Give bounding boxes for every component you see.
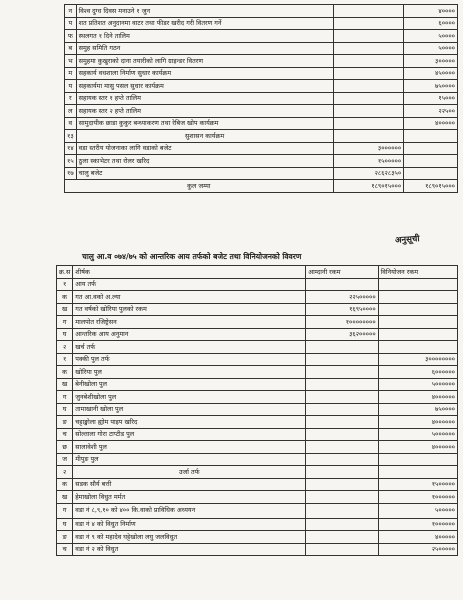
row-description: चालु बजेट [76, 167, 333, 180]
row-allocation [404, 155, 458, 168]
row-amount [306, 378, 378, 391]
row-description: जुनबेशीखाेला पुल [73, 391, 306, 404]
row-description: वडा नं २ काे विधुत [73, 543, 306, 556]
row-description: आन्तरिक आय अनुमान [73, 328, 306, 341]
table-row [65, 17, 458, 30]
row-serial: २ [57, 341, 73, 354]
table-row [65, 105, 458, 118]
row-allocation: ५०००००० [378, 378, 457, 391]
row-allocation [378, 466, 457, 479]
table-row [57, 378, 458, 391]
row-serial: घ [57, 518, 73, 531]
row-serial: च [57, 543, 73, 556]
table-row [57, 491, 458, 504]
row-allocation: १०००००० [378, 518, 457, 531]
row-serial: ग [57, 316, 73, 329]
row-description: सामुदायीक छाडा कुकुर बन्ध्याकरण तथा रेबिज खाेप कार्यक्रम [76, 117, 333, 130]
row-serial: ङ [57, 416, 73, 429]
row-serial: ख [57, 378, 73, 391]
row-amount [306, 466, 378, 479]
table-row [65, 142, 458, 155]
annex-mark: अनुसूची [394, 234, 420, 246]
row-allocation: ७५०००० [404, 80, 458, 93]
row-description: हेमाखाेला विधुत मर्मत [73, 491, 306, 504]
row-amount [306, 428, 378, 441]
table-row [65, 92, 458, 105]
table-row [65, 67, 458, 80]
row-allocation: ७५०००० [378, 403, 457, 416]
row-amount [306, 341, 378, 354]
row-description: शत प्रतिशत अनुदानमा वाटर तथा फीडर खरीद गरी वितरण गर्ने [76, 17, 333, 30]
row-serial: ब [65, 42, 77, 55]
header-income: आम्दानी रकम [306, 266, 378, 279]
table-row [65, 42, 458, 55]
row-amount [333, 92, 404, 105]
row-allocation [378, 453, 457, 466]
row-amount: ३०००००० [333, 142, 404, 155]
row-serial: छ [57, 441, 73, 454]
row-allocation: ५०००० [404, 42, 458, 55]
row-description: सालावेशी पुल [73, 441, 306, 454]
row-allocation: ४०००००० [378, 391, 457, 404]
table-row [57, 441, 458, 454]
table-row [57, 391, 458, 404]
row-serial: १७ [65, 167, 77, 180]
row-serial: ल [65, 105, 77, 118]
row-amount [333, 67, 404, 80]
row-amount [306, 353, 378, 366]
row-allocation: ५०००००० [378, 428, 457, 441]
row-serial: घ [57, 328, 73, 341]
row-allocation: ३००००० [404, 55, 458, 68]
row-serial: ङ [57, 531, 73, 544]
row-serial: घ [57, 403, 73, 416]
row-amount [306, 416, 378, 429]
row-serial: क [57, 291, 73, 304]
row-amount [306, 441, 378, 454]
row-serial: क [57, 478, 73, 491]
income-budget-table [56, 265, 458, 556]
row-description: खर्च तर्फ [73, 341, 306, 354]
row-amount [306, 453, 378, 466]
row-amount [333, 5, 404, 18]
row-description: वडा नं ४ काे विधुत निर्माण [73, 518, 306, 531]
row-description: स्थलगत १ दिने तालिम [76, 30, 333, 43]
row-amount: १०००००००० [306, 316, 378, 329]
row-allocation: १०००००० [378, 491, 457, 504]
row-description: ठुला स्काभेटर तथा राेलर खरिद [76, 155, 333, 168]
row-description: आय तर्फ [73, 278, 306, 291]
row-serial: र [65, 92, 77, 105]
row-description: सहायक स्तर २ हप्ते तालिम [76, 105, 333, 118]
row-serial: प [65, 17, 77, 30]
row-allocation: १५००० [404, 92, 458, 105]
row-allocation [378, 291, 457, 304]
row-serial: ज [57, 453, 73, 466]
row-allocation [378, 316, 457, 329]
table-row [65, 155, 458, 168]
total-label: कुल जम्मा [65, 180, 334, 193]
row-amount [306, 391, 378, 404]
header-title: शीर्षक [73, 266, 306, 279]
row-amount [306, 278, 378, 291]
table-row [65, 80, 458, 93]
row-allocation: ४००००० [404, 117, 458, 130]
row-serial: भ [65, 55, 77, 68]
row-amount [306, 503, 378, 518]
row-description: तामाखानी खाेला पुल [73, 403, 306, 416]
row-serial: ग [57, 391, 73, 404]
row-description: मालपाेत रजिष्ट्रेसन [73, 316, 306, 329]
row-description: समुह समिति गठन [76, 42, 333, 55]
row-amount: १६९५०००० [306, 303, 378, 316]
row-allocation: ३०००००००० [378, 353, 457, 366]
row-serial: व [65, 117, 77, 130]
row-amount [333, 105, 404, 118]
table-row [57, 291, 458, 304]
row-amount: २२५००००० [306, 291, 378, 304]
row-allocation: ५०००० [404, 30, 458, 43]
row-allocation: १५००००० [378, 478, 457, 491]
row-amount [333, 80, 404, 93]
row-allocation [404, 167, 458, 180]
row-description: वडा नं ८,९,१० काे ४०० कि.वाकाे प्राविधिक अध्ययन [73, 503, 306, 518]
row-amount [306, 518, 378, 531]
table-row [57, 403, 458, 416]
row-description: बेनीखाेला पुल [73, 378, 306, 391]
row-serial: म [65, 67, 77, 80]
row-serial: फ [65, 30, 77, 43]
total-allocation: १८९०१५००० [404, 180, 458, 193]
row-allocation: ४०००००० [378, 416, 457, 429]
row-serial: च [57, 428, 73, 441]
table-row [57, 466, 458, 479]
row-description: समुहमा कुखुराकाे दाना तयारीकाे लागि ग्राइन्डर वितरण [76, 55, 333, 68]
row-serial: १ [57, 353, 73, 366]
row-allocation: ४०००००० [378, 441, 457, 454]
row-amount: ३६२००००० [306, 328, 378, 341]
row-description: गत वर्षकाे खाेरिया पुलकाे रकम [73, 303, 306, 316]
row-description: मीपुङ पुल [73, 453, 306, 466]
row-description: वडा स्तरीय योजनाका लागि वडाकाे बजेट [76, 142, 333, 155]
row-amount [306, 531, 378, 544]
table-row [57, 453, 458, 466]
top-budget-table [64, 4, 458, 193]
row-allocation: ६०००० [404, 17, 458, 30]
table-row [57, 503, 458, 518]
table-row [65, 117, 458, 130]
row-description: पक्की पुल तर्फ [73, 353, 306, 366]
row-serial: २ [57, 466, 73, 479]
row-allocation: ४००००० [378, 531, 457, 544]
row-amount [333, 130, 404, 143]
row-amount: १५००००० [333, 155, 404, 168]
table-row [65, 55, 458, 68]
table-row [57, 531, 458, 544]
row-description: सडक सौर्य बत्ती [73, 478, 306, 491]
table-row [57, 543, 458, 556]
row-serial: ग [57, 503, 73, 518]
row-serial: य [65, 80, 77, 93]
row-amount: २८६२८३५० [333, 167, 404, 180]
row-amount [306, 478, 378, 491]
row-serial: १४ [65, 142, 77, 155]
row-allocation [378, 303, 457, 316]
row-serial: १ [57, 278, 73, 291]
row-description: सहकार्य वधशाला निर्माण सुधार कार्यक्रम [76, 67, 333, 80]
row-amount [306, 543, 378, 556]
table-row [57, 316, 458, 329]
row-allocation [378, 328, 457, 341]
row-allocation [378, 278, 457, 291]
row-description: उर्जा तर्फ [73, 466, 306, 479]
row-description: विश्व दुग्ध दिवस मनाउने १ जुन [76, 5, 333, 18]
row-allocation: २५००००० [378, 543, 457, 556]
table-row [57, 478, 458, 491]
row-description: गत आ.वकाे अ.ल्या [73, 291, 306, 304]
table-caption: चालु आ.व ०७४/७५ काे आन्तरिक आय तर्फकाे बजेट तथा विनियोजनकाे विवरण [82, 252, 302, 261]
row-serial: क [57, 366, 73, 379]
row-amount [306, 491, 378, 504]
row-amount [306, 366, 378, 379]
table-row [65, 167, 458, 180]
row-amount [306, 403, 378, 416]
table-row [57, 366, 458, 379]
row-allocation: ४०००० [404, 5, 458, 18]
row-serial: १३ [65, 130, 77, 143]
row-allocation [404, 130, 458, 143]
row-allocation: ६०००००० [378, 366, 457, 379]
row-amount [333, 42, 404, 55]
table-row [57, 278, 458, 291]
header-allocation: विनियोजन रकम [378, 266, 457, 279]
total-amount: १८९०१५००० [333, 180, 404, 193]
row-serial: न [65, 5, 77, 18]
row-description: सुशासन कार्यक्रम [76, 130, 333, 143]
header-row [57, 266, 458, 279]
table-row [65, 5, 458, 18]
row-allocation: ५००००० [378, 503, 457, 518]
row-amount [333, 17, 404, 30]
row-allocation [404, 142, 458, 155]
row-allocation: ४५०००० [404, 67, 458, 80]
table-row [57, 328, 458, 341]
row-description: सहायक स्तर १ हप्ते तालिम [76, 92, 333, 105]
table-row [57, 518, 458, 531]
table-row [65, 30, 458, 43]
row-description: चट्टाङ्खाेला ह्याेम पाइप खरिद [73, 416, 306, 429]
row-description: खाेरिया पुल [73, 366, 306, 379]
row-serial: ख [57, 303, 73, 316]
table-row [65, 130, 458, 143]
table-row [57, 341, 458, 354]
header-serial: क्र.स [57, 266, 73, 279]
row-description: सहकार्यमा मासु पसल सुधार कार्यक्रम [76, 80, 333, 93]
table-row [57, 303, 458, 316]
row-serial: १५ [65, 155, 77, 168]
row-allocation [378, 341, 457, 354]
row-description: साेल्ताला गाेरा टाप्टीड पुल [73, 428, 306, 441]
row-allocation: २२५०० [404, 105, 458, 118]
table-row [57, 428, 458, 441]
row-amount [333, 117, 404, 130]
total-row [65, 180, 458, 193]
row-description: वडा नं ९ काे महादेव घट्टेखाेला लघु जलविधुत [73, 531, 306, 544]
table-row [57, 416, 458, 429]
table-row [57, 353, 458, 366]
row-amount [333, 55, 404, 68]
row-serial: ख [57, 491, 73, 504]
row-amount [333, 30, 404, 43]
